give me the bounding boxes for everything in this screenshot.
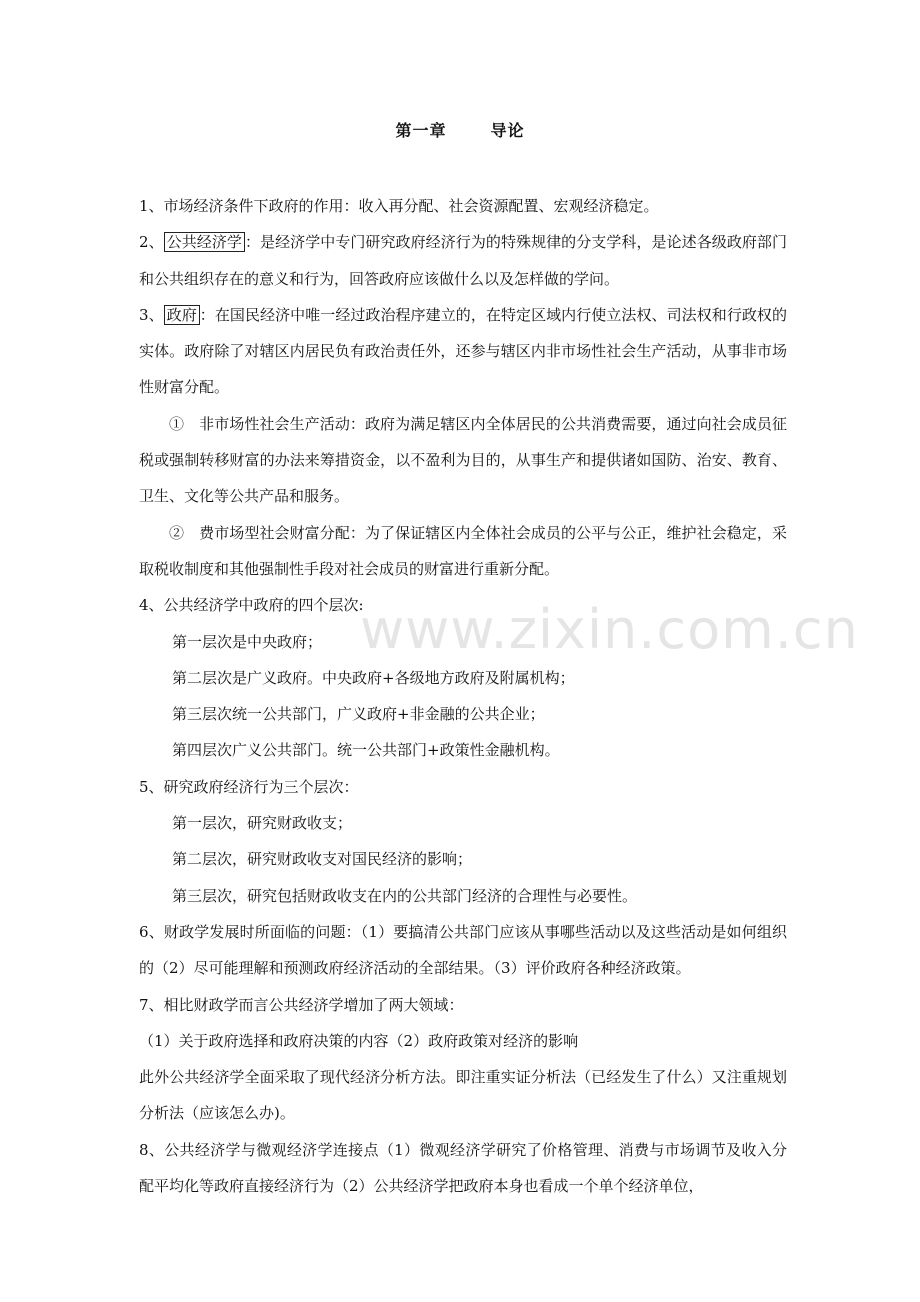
paragraph-4: 4、公共经济学中政府的四个层次: (139, 596, 364, 615)
paragraph-2-definition: ：是经济学中专门研究政府经济行为的特殊规律的分支学科，是论述各级政府部门和公共组织存在的意义和行为，回答政府应该做什么以及怎样做的学问。 (139, 233, 787, 288)
paragraph-3-definition: ：在国民经济中唯一经过政治程序建立的，在特定区域内行使立法权、司法权和行政权的实体。政府除了对辖区内居民负有政治责任外，还参与辖区内非市场性社会生产活动，从事非市场性财富分配。 (139, 305, 787, 397)
document-body (139, 188, 787, 1204)
term-government: 政府 (164, 305, 200, 325)
chapter-title (0, 118, 920, 141)
paragraph-7-line-2: 此外公共经济学全面采取了现代经济分析方法。即注重实证分析法（已经发生了什么）又注重规划分析法（应该怎么办)。 (139, 1068, 787, 1123)
paragraph-7-line-1: （1）关于政府选择和政府决策的内容（2）政府政策对经济的影响 (139, 1031, 579, 1050)
paragraph-2 (139, 224, 787, 297)
term-public-economics: 公共经济学 (164, 232, 245, 252)
paragraph-5-level-3: 第三层次，研究包括财政收支在内的公共部门经济的合理性与必要性。 (172, 886, 638, 905)
chapter-name: 导论 (490, 121, 525, 140)
paragraph-6: 6、财政学发展时所面临的问题：（1）要搞清公共部门应该从事哪些活动以及这些活动是如何组织的（2）尽可能理解和预测政府经济活动的全部结果。（3）评价政府各种经济政策。 (139, 922, 787, 978)
paragraph-3-subitem-2: ② 费市场型社会财富分配：为了保证辖区内全体社会成员的公平与公正，维护社会稳定，采取税收制度和其他强制性手段对社会成员的财富进行重新分配。 (139, 523, 787, 578)
watermark: www.zixin.com.cn (360, 598, 859, 661)
paragraph-2-number: 2、 (139, 233, 164, 252)
paragraph-4-level-1: 第一层次是中央政府； (172, 632, 323, 651)
paragraph-5-level-1: 第一层次，研究财政收支； (172, 814, 353, 833)
paragraph-4-level-4: 第四层次广义公共部门。统一公共部门+政策性金融机构。 (172, 741, 560, 760)
paragraph-5-level-2: 第二层次，研究财政收支对国民经济的影响； (172, 850, 473, 869)
paragraph-3-number: 3、 (139, 305, 164, 324)
paragraph-4-level-3: 第三层次统一公共部门，广义政府+非金融的公共企业； (172, 705, 545, 724)
chapter-number: 第一章 (395, 121, 447, 140)
paragraph-7: 7、相比财政学而言公共经济学增加了两大领域： (139, 995, 464, 1014)
paragraph-3 (139, 297, 787, 406)
paragraph-3-subitem-1: ① 非市场性社会生产活动：政府为满足辖区内全体居民的公共消费需要，通过向社会成员征税或强制转移财富的办法来筹措资金，以不盈利为目的，从事生产和提供诸如国防、治安、教育、卫生、文化等公共产品和服务。 (139, 414, 787, 506)
paragraph-1: 1、市场经济条件下政府的作用：收入再分配、社会资源配置、宏观经济稳定。 (139, 197, 659, 215)
paragraph-4-level-2: 第二层次是广义政府。中央政府+各级地方政府及附属机构； (172, 668, 575, 687)
paragraph-5: 5、研究政府经济行为三个层次： (139, 777, 359, 796)
paragraph-8: 8、公共经济学与微观经济学连接点（1）微观经济学研究了价格管理、消费与市场调节及收入分配平均化等政府直接经济行为（2）公共经济学把政府本身也看成一个单个经济单位， (139, 1140, 787, 1196)
